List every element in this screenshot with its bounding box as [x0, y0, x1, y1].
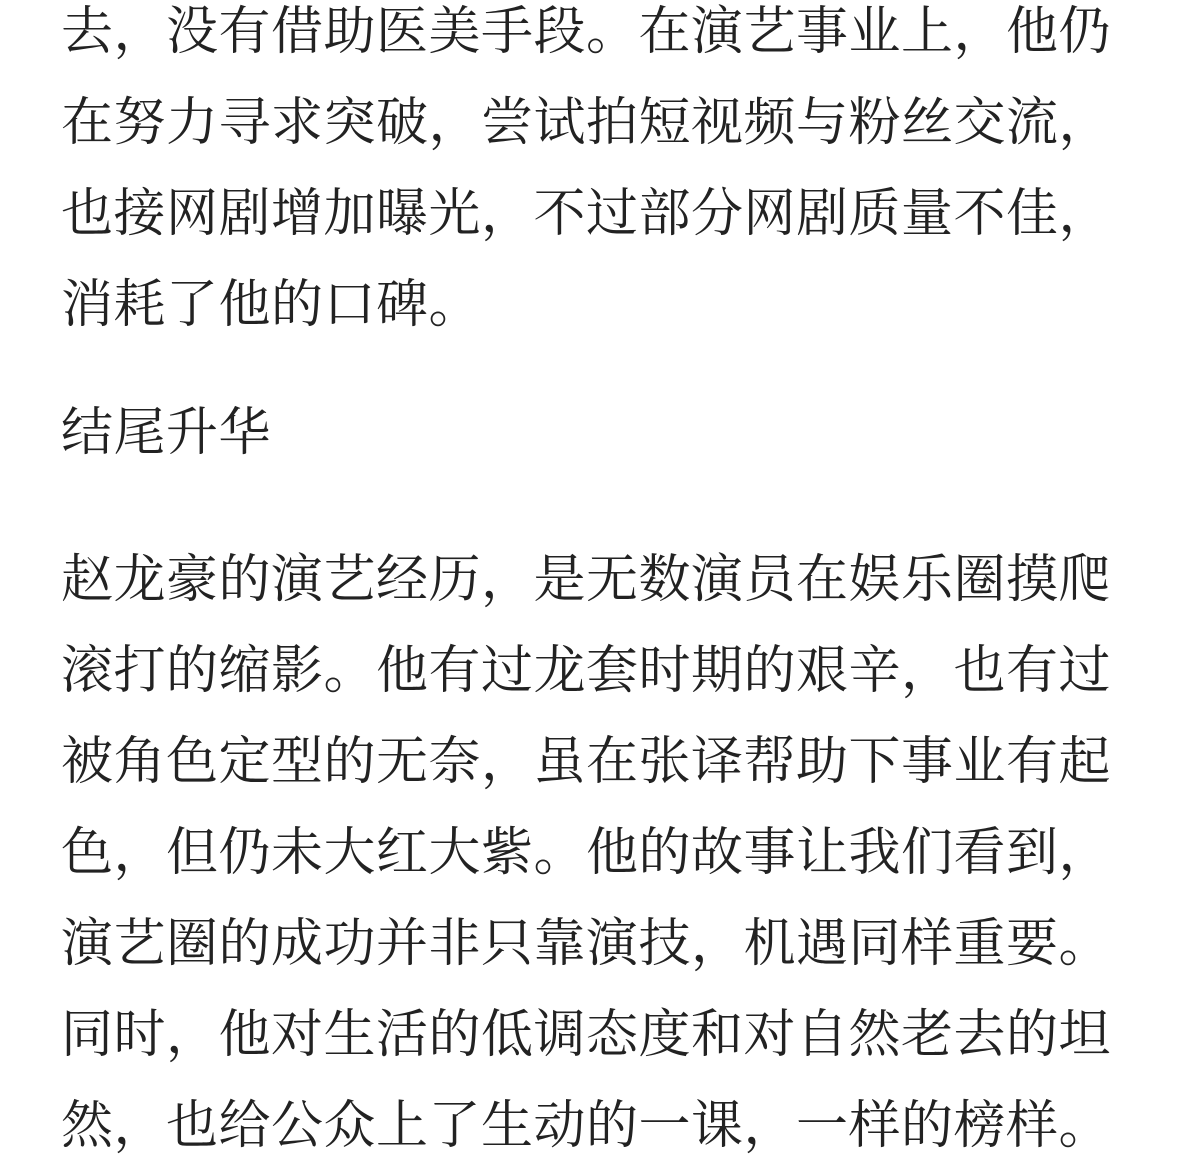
text-line: 消耗了他的口碑。 — [61, 275, 482, 335]
text-line: 然，也给公众上了生动的一课，一样的榜样。 — [61, 1096, 1112, 1156]
text-line: 赵龙豪的演艺经历，是无数演员在娱乐圈摸爬 — [61, 550, 1112, 610]
section-heading-text: 结尾升华 — [61, 403, 272, 463]
text-line: 滚打的缩影。他有过龙套时期的艰辛，也有过 — [61, 641, 1112, 701]
text-line: 被角色定型的无奈，虽在张译帮助下事业有起 — [61, 732, 1112, 792]
text-line: 在努力寻求突破，尝试拍短视频与粉丝交流， — [61, 93, 1112, 153]
section-heading — [61, 388, 271, 479]
text-line: 也接网剧增加曝光，不过部分网剧质量不佳， — [61, 184, 1112, 244]
paragraph-conclusion — [61, 535, 1111, 1172]
paragraph-career — [61, 0, 1111, 351]
text-line: 演艺圈的成功并非只靠演技，机遇同样重要。 — [61, 914, 1112, 974]
text-line: 色，但仍未大红大紫。他的故事让我们看到， — [61, 823, 1112, 883]
text-line: 去，没有借助医美手段。在演艺事业上，他仍 — [61, 2, 1112, 62]
text-line: 同时，他对生活的低调态度和对自然老去的坦 — [61, 1005, 1112, 1065]
